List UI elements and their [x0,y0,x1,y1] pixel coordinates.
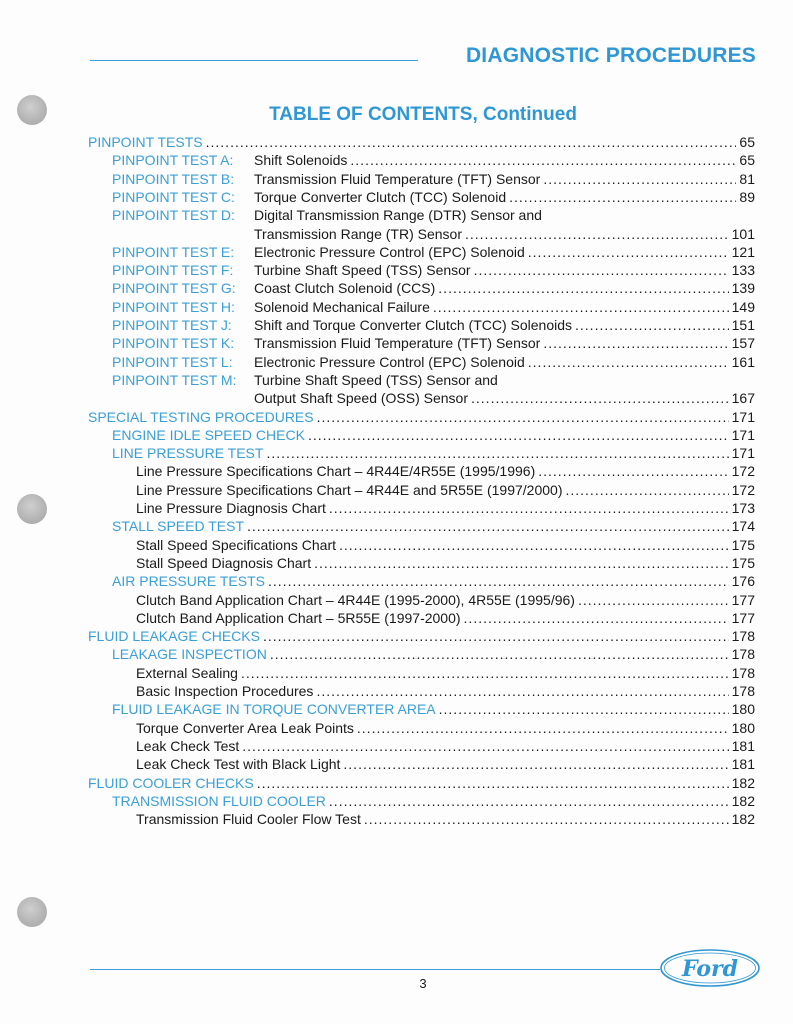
toc-entry[interactable] [136,536,755,554]
toc-entry[interactable] [112,316,755,334]
toc-entry[interactable] [112,371,755,389]
toc-entry-page: 149 [731,298,755,315]
toc-entry-label: PINPOINT TEST C: [112,188,235,205]
toc-entry-page: 65 [739,152,755,169]
toc-entry[interactable] [136,499,755,517]
toc-entry-page: 177 [731,591,755,608]
toc-entry-page: 182 [731,792,755,809]
toc-entry[interactable] [112,426,755,444]
toc-entry-text: Electronic Pressure Control (EPC) Solenoid [254,243,525,260]
leader-dots [465,225,729,243]
toc-entry[interactable] [88,774,755,792]
toc-entry-text: Turbine Shaft Speed (TSS) Sensor [254,262,471,279]
toc-entry-label: PINPOINT TEST E: [112,243,235,260]
leader-dots [257,774,729,792]
toc-entry[interactable] [112,444,755,462]
toc-entry-page: 151 [731,317,755,333]
toc-entry-text: Clutch Band Application Chart – 5R55E (1997-2000) [136,609,461,626]
toc-entry-page: 81 [739,170,755,187]
footer-rule [90,969,660,970]
toc-entry-page: 121 [731,243,755,260]
toc-entry-label: PINPOINT TEST D: [112,207,235,224]
toc-entry-label: PINPOINT TEST F: [112,262,234,279]
toc-entry-text: Transmission Range (TR) Sensor [254,225,462,242]
toc-entry[interactable] [112,572,755,590]
toc-entry-text: Line Pressure Diagnosis Chart [136,500,326,516]
toc-entry-text: Basic Inspection Procedures [136,683,314,699]
leader-dots [308,426,729,444]
toc-entry-label: LINE PRESSURE TEST [112,445,264,462]
toc-entry[interactable] [136,609,755,627]
toc-entry-page: 173 [731,500,755,516]
toc-entry-text: Torque Converter Area Leak Points [136,719,354,736]
toc-entry-page: 65 [739,134,755,150]
toc-entry[interactable] [112,353,755,371]
toc-entry-text: Output Shaft Speed (OSS) Sensor [254,390,469,407]
toc-entry-label: PINPOINT TEST H: [112,298,235,315]
toc-entry[interactable] [136,737,755,755]
toc-entry-label: LEAKAGE INSPECTION [112,646,267,663]
toc-entry[interactable] [112,700,755,718]
ford-logo [659,948,761,988]
leader-dots [242,737,728,755]
leader-dots [528,353,729,371]
toc-entry-text: Turbine Shaft Speed (TSS) Sensor and [254,371,498,388]
toc-entry-text: Leak Check Test [136,737,240,754]
leader-dots [543,334,728,352]
toc-entry[interactable] [88,627,755,645]
toc-entry[interactable] [112,261,755,279]
leader-dots [528,243,729,261]
toc-entry-text: Solenoid Mechanical Failure [254,298,430,315]
toc-entry-label: STALL SPEED TEST [112,518,245,535]
toc-entry-page: 161 [731,353,755,370]
toc-entry[interactable] [136,755,755,773]
leader-dots [263,627,729,645]
page-number: 3 [419,976,427,991]
leader-dots [241,664,729,682]
toc-entry-page: 182 [731,774,755,791]
header-rule [90,60,418,61]
leader-dots [339,536,729,554]
leader-dots [578,591,729,609]
leader-dots [316,682,728,700]
toc-entry[interactable] [136,481,755,499]
leader-dots [538,462,728,480]
toc-entry-page: 167 [731,390,755,407]
toc-entry-page: 182 [731,811,755,828]
toc-entry[interactable] [136,682,755,700]
toc-entry-page: 175 [731,554,755,571]
toc-entry-page: 172 [731,463,755,480]
toc-entry-label: PINPOINT TEST M: [112,371,237,388]
toc-entry[interactable] [136,810,755,828]
toc-entry-page: 171 [731,426,755,443]
toc-entry-page: 139 [731,280,755,297]
leader-dots [206,133,737,151]
leader-dots [357,719,729,737]
toc-entry[interactable] [136,591,755,609]
section-title: DIAGNOSTIC PROCEDURES [465,44,756,67]
toc-entry-text: Digital Transmission Range (DTR) Sensor and [254,207,542,224]
toc-entry-label: PINPOINT TEST J: [112,317,232,333]
toc-entry-text: Torque Converter Clutch (TCC) Solenoid [254,188,507,205]
toc-entry-text: Transmission Fluid Temperature (TFT) Sensor [254,170,541,187]
toc-entry-page: 174 [731,518,755,535]
toc-entry[interactable] [112,206,755,224]
toc-entry-text: Coast Clutch Solenoid (CCS) [254,280,436,297]
toc-entry-page: 101 [731,225,755,242]
toc-entry-label: PINPOINT TEST B: [112,170,235,187]
toc-entry[interactable] [112,279,755,297]
toc-entry-label: PINPOINT TEST K: [112,335,235,352]
toc-entry-page: 171 [731,408,755,425]
leader-dots [474,261,729,279]
toc-entry-text: Line Pressure Specifications Chart – 4R44E and 5R55E (1997/2000) [136,481,563,498]
toc-entry-label: ENGINE IDLE SPEED CHECK [112,426,305,443]
toc-entry-label: TRANSMISSION FLUID COOLER [112,792,326,809]
toc-entry-text: Stall Speed Diagnosis Chart [136,554,312,571]
toc-entry[interactable] [112,243,755,261]
toc-entry[interactable] [88,408,755,426]
leader-dots [317,408,729,426]
leader-dots [270,645,729,663]
leader-dots [364,810,729,828]
leader-dots [247,517,729,535]
toc-entry-text: External Sealing [136,664,238,681]
toc-entry[interactable] [136,554,755,572]
toc-entry-page: 171 [731,445,755,462]
leader-dots [329,499,729,517]
leader-dots [314,554,729,572]
toc-entry-page: 157 [731,335,755,352]
toc-entry-page: 181 [731,737,755,754]
leader-dots [464,609,729,627]
toc-entry[interactable] [112,188,755,206]
leader-dots [433,298,729,316]
toc-entry-text: Shift Solenoids [254,152,348,169]
toc-entry-page: 172 [731,481,755,498]
toc-entry-text: Leak Check Test with Black Light [136,756,341,773]
toc-entry-page: 177 [731,609,755,626]
toc-entry-page: 176 [731,573,755,590]
toc-entry-label: FLUID LEAKAGE IN TORQUE CONVERTER AREA [112,701,436,718]
toc-entry-label: PINPOINT TEST G: [112,280,236,297]
toc-entry[interactable] [112,517,755,535]
leader-dots [268,572,729,590]
toc-entry-page: 178 [731,646,755,663]
toc-entry-text: Electronic Pressure Control (EPC) Solenoid [254,353,525,370]
toc-entry-text: Transmission Fluid Cooler Flow Test [136,811,361,828]
toc-entry-continued[interactable] [254,225,755,243]
toc-entry-page: 175 [731,536,755,553]
leader-dots [543,170,736,188]
toc-entry-page: 178 [731,628,755,645]
binder-hole-middle [17,494,47,524]
leader-dots [471,389,729,407]
toc-entry-label: FLUID LEAKAGE CHECKS [88,628,260,645]
toc-entry-label: FLUID COOLER CHECKS [88,774,254,791]
leader-dots [438,279,728,297]
toc-entry-label: PINPOINT TEST L: [112,353,233,370]
toc-entry[interactable] [88,133,755,151]
toc-entry-page: 180 [731,701,755,718]
toc-entry-label: AIR PRESSURE TESTS [112,573,266,590]
toc-entry[interactable] [112,334,755,352]
binder-hole-bottom [17,897,47,927]
toc-entry[interactable] [112,298,755,316]
toc-entry-label: PINPOINT TESTS [88,134,203,150]
toc-entry[interactable] [136,664,755,682]
toc-entry-text: Stall Speed Specifications Chart [136,536,336,553]
toc-entry-page: 133 [731,262,755,279]
toc-entry-page: 178 [731,683,755,699]
toc-entry[interactable] [112,170,755,188]
toc-entry[interactable] [136,719,755,737]
leader-dots [439,700,729,718]
leader-dots [343,755,728,773]
toc-title: TABLE OF CONTENTS, Continued [269,104,577,125]
toc-entry-page: 180 [731,719,755,736]
toc-entry-text: Line Pressure Specifications Chart – 4R44E/4R55E (1995/1996) [136,463,536,480]
toc-entry-text: Clutch Band Application Chart – 4R44E (1995-2000), 4R55E (1995/96) [136,591,575,608]
toc-entry-label: PINPOINT TEST A: [112,152,234,169]
leader-dots [509,188,736,206]
toc-entry-page: 181 [731,756,755,773]
toc-entry-text: Shift and Torque Converter Clutch (TCC) Solenoids [254,317,573,333]
toc-entry-continued[interactable] [254,389,755,407]
toc-entry[interactable] [112,645,755,663]
ford-logo-text: Ford [681,956,739,982]
toc-entry[interactable] [136,462,755,480]
leader-dots [329,792,729,810]
toc-entry-page: 89 [739,188,755,205]
leader-dots [565,481,728,499]
toc-entry-text: Transmission Fluid Temperature (TFT) Sensor [254,335,541,352]
toc-entry[interactable] [112,792,755,810]
leader-dots [350,151,736,169]
toc-entry[interactable] [112,151,755,169]
toc-entry-page: 178 [731,664,755,681]
toc-entry-label: SPECIAL TESTING PROCEDURES [88,408,314,425]
leader-dots [266,444,728,462]
leader-dots [575,316,729,334]
